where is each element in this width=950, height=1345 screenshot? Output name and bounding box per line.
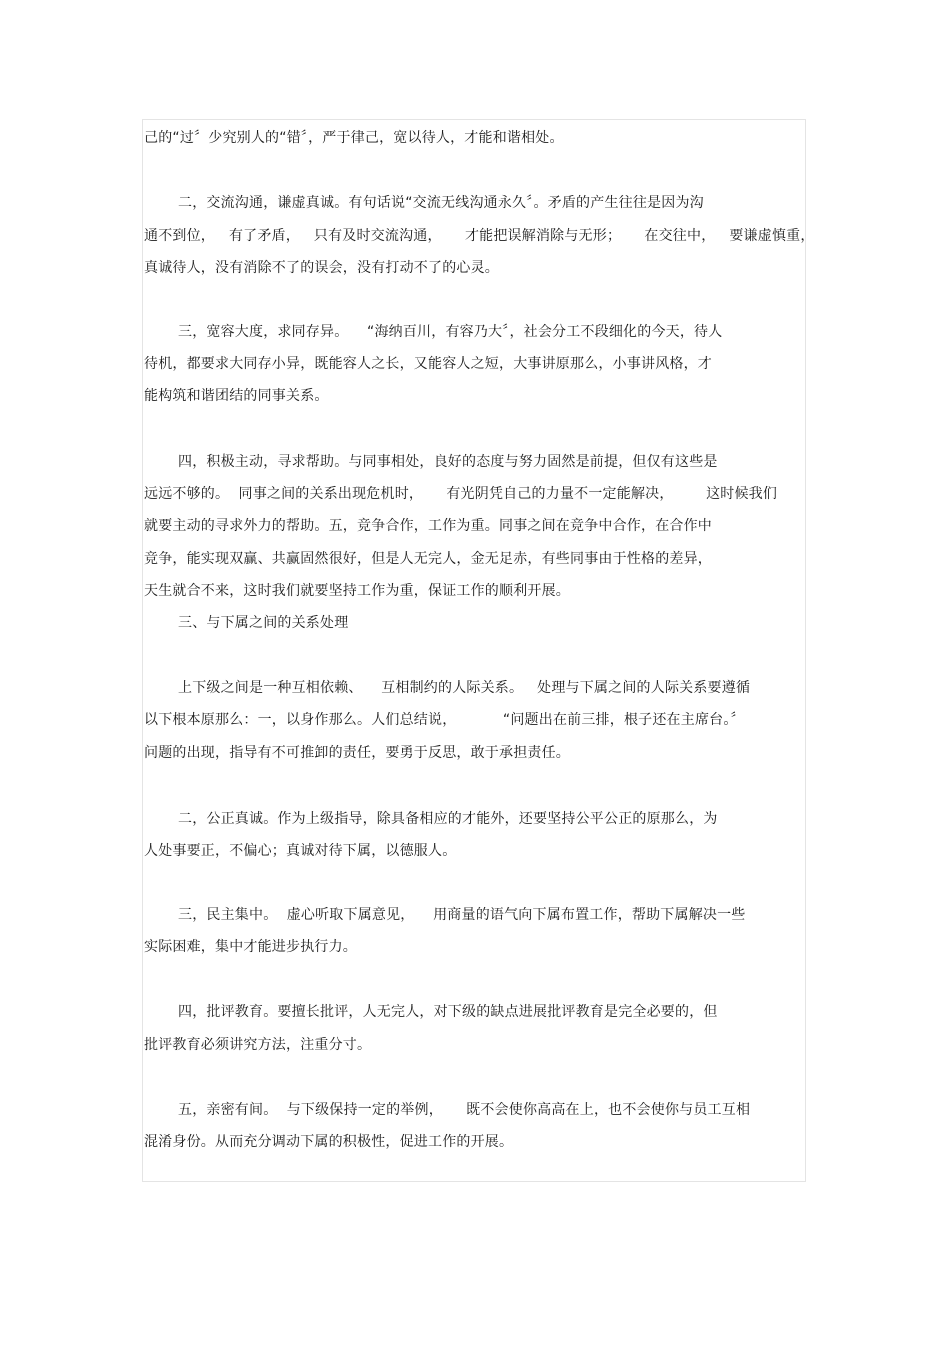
text-line: 问题的出现，指导有不可推卸的责任，要勇于反思，敢于承担责任。: [144, 745, 570, 761]
section-heading: 三、与下属之间的关系处理: [178, 615, 349, 631]
text-line: 人处事要正，不偏心；真诚对待下属，以德服人。: [144, 843, 457, 859]
text-line: 就要主动的寻求外力的帮助。五，竞争合作，工作为重。同事之间在竞争中合作，在合作中: [144, 518, 712, 534]
text-line: 通不到位， 有了矛盾， 只有及时交流沟通， 才能把误解消除与无形； 在交往中， 要谦虚慎重，: [144, 228, 815, 244]
text-line: 待机，都要求大同存小异，既能容人之长，又能容人之短，大事讲原那么，小事讲风格，才: [144, 356, 712, 372]
text-line: 三，宽容大度，求同存异。 “海纳百川，有容乃大〞，社会分工不段细化的今天，待人: [178, 324, 723, 340]
text-line: 四，积极主动，寻求帮助。与同事相处，良好的态度与努力固然是前提，但仅有这些是: [178, 454, 718, 470]
text-line: 以下根本原那么：一，以身作那么。人们总结说， “问题出在前三排，根子还在主席台。〞: [144, 712, 745, 728]
text-line: 远远不够的。 同事之间的关系出现危机时， 有光阴凭自己的力量不一定能解决， 这时候我们: [144, 486, 778, 502]
text-line: 上下级之间是一种互相依赖、 互相制约的人际关系。 处理与下属之间的人际关系要遵循: [178, 680, 751, 696]
text-line: 混淆身份。从而充分调动下属的积极性，促进工作的开展。: [144, 1134, 514, 1150]
text-line: 己的“过〞少究别人的“错〞，严于律己，宽以待人，才能和谐相处。: [144, 130, 564, 146]
text-line: 实际困难，集中才能进步执行力。: [144, 939, 357, 955]
text-line: 天生就合不来，这时我们就要坚持工作为重，保证工作的顺利开展。: [144, 583, 570, 599]
page-frame: [142, 119, 806, 1182]
text-line: 批评教育必须讲究方法，注重分寸。: [144, 1037, 372, 1053]
text-line: 能构筑和谐团结的同事关系。: [144, 388, 329, 404]
text-line: 五，亲密有间。 与下级保持一定的举例， 既不会使你高高在上，也不会使你与员工互相: [178, 1102, 751, 1118]
text-line: 真诚待人，没有消除不了的误会，没有打动不了的心灵。: [144, 260, 499, 276]
text-line: 二，交流沟通，谦虚真诚。有句话说“交流无线沟通永久〞。矛盾的产生往往是因为沟: [178, 195, 704, 211]
text-line: 四，批评教育。要擅长批评，人无完人，对下级的缺点进展批评教育是完全必要的，但: [178, 1004, 718, 1020]
text-line: 竞争，能实现双赢、共赢固然很好，但是人无完人，金无足赤，有些同事由于性格的差异，: [144, 551, 712, 567]
text-line: 二，公正真诚。作为上级指导，除具备相应的才能外，还要坚持公平公正的原那么，为: [178, 811, 718, 827]
text-line: 三，民主集中。 虚心听取下属意见， 用商量的语气向下属布置工作，帮助下属解决一些: [178, 907, 746, 923]
